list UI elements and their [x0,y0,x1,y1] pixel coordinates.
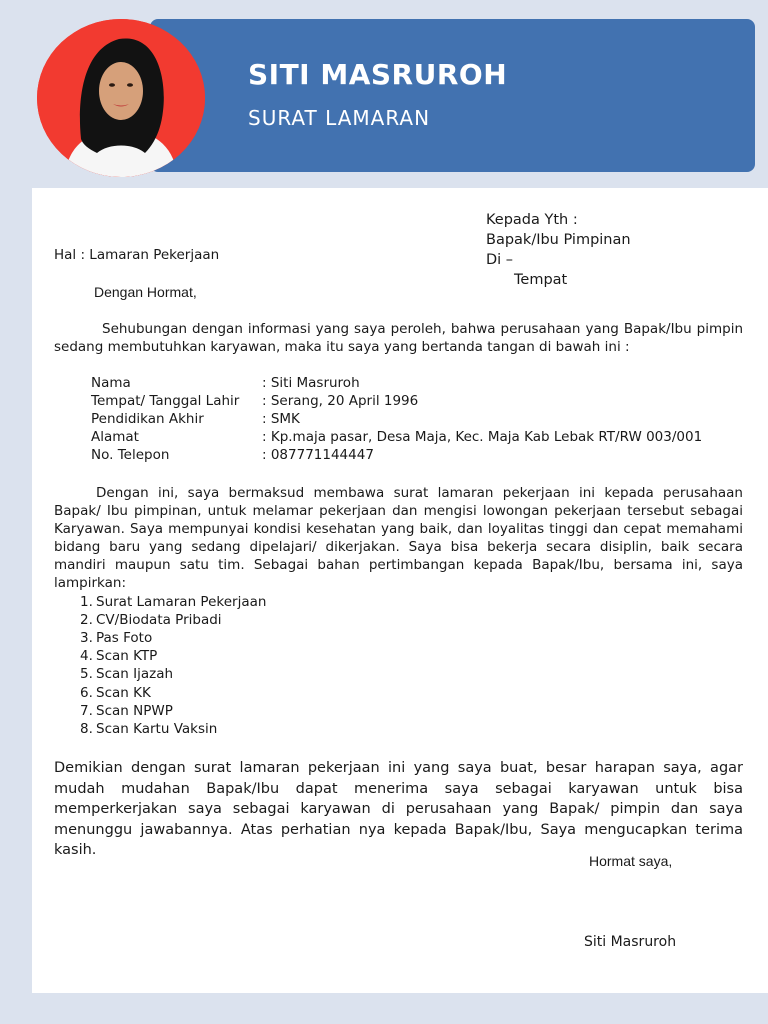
detail-label-education: Pendidikan Akhir [91,411,204,427]
recipient-line-4: Tempat [514,272,568,288]
closing-paragraph: Demikian dengan surat lamaran pekerjaan ini yang saya buat, besar harapan saya, agar mudah mudahan Bapak/Ibu dapat menerima saya sebagai karyawan untuk bisa memperkerjakan saya sebagai karyawan di perusahaan yang Bapak/ pimpin dan saya menunggu jawabannya. Atas perhatian nya kepada Bapak/Ibu, Saya mengucapkan terima kasih. [54,760,743,858]
detail-value-education: : SMK [262,411,300,427]
letter-greeting: Dengan Hormat, [94,284,197,300]
detail-value-birth: : Serang, 20 April 1996 [262,393,419,409]
list-item: 2. CV/Biodata Pribadi [80,612,222,628]
list-item: 6. Scan KK [80,685,151,701]
detail-value-name: : Siti Masruroh [262,375,360,391]
document-subtitle: SURAT LAMARAN [248,106,431,130]
list-item: 7. Scan NPWP [80,703,173,719]
list-item: 3. Pas Foto [80,630,153,646]
applicant-name-title: SITI MASRUROH [248,58,508,91]
list-item: 5. Scan Ijazah [80,666,174,682]
list-item: 8. Scan Kartu Vaksin [80,721,218,737]
header-banner [150,19,755,172]
detail-label-birth: Tempat/ Tanggal Lahir [91,393,240,409]
recipient-line-1: Kepada Yth : [486,212,578,228]
signature-name: Siti Masruroh [584,934,677,950]
profile-photo [37,19,205,177]
list-item: 1. Surat Lamaran Pekerjaan [80,594,267,610]
detail-value-phone: : 087771144447 [262,447,374,463]
recipient-line-2: Bapak/Ibu Pimpinan [486,232,631,248]
signoff: Hormat saya, [589,853,673,869]
detail-label-address: Alamat [91,429,139,445]
detail-value-address: : Kp.maja pasar, Desa Maja, Kec. Maja Kab Lebak RT/RW 003/001 [262,429,703,445]
recipient-line-3: Di – [486,252,514,268]
list-item: 4. Scan KTP [80,648,158,664]
body-paragraph: Dengan ini, saya bermaksud membawa surat lamaran pekerjaan ini kepada perusahaan Bapak/ Ibu pimpinan, untuk melamar pekerjaan dan mengisi lowongan pekerjaan tersebut sebagai Karyawan. Saya mempunyai kondisi kesehatan yang baik, dan loyalitas tinggi dan cepat memahami bidang baru yang sedang dipelajari/ dikerjakan. Saya bisa bekerja secara disiplin, baik secara mandiri maupun satu tim. Sebagai bahan pertimbangan kepada Bapak/Ibu, bersama ini, saya lampirkan: [54,485,743,591]
detail-label-phone: No. Telepon [91,447,170,463]
letter-subject: Hal : Lamaran Pekerjaan [54,247,220,263]
intro-paragraph: Sehubungan dengan informasi yang saya peroleh, bahwa perusahaan yang Bapak/Ibu pimpin sedang membutuhkan karyawan, maka itu saya yang bertanda tangan di bawah ini : [54,321,743,355]
detail-label-name: Nama [91,375,131,391]
